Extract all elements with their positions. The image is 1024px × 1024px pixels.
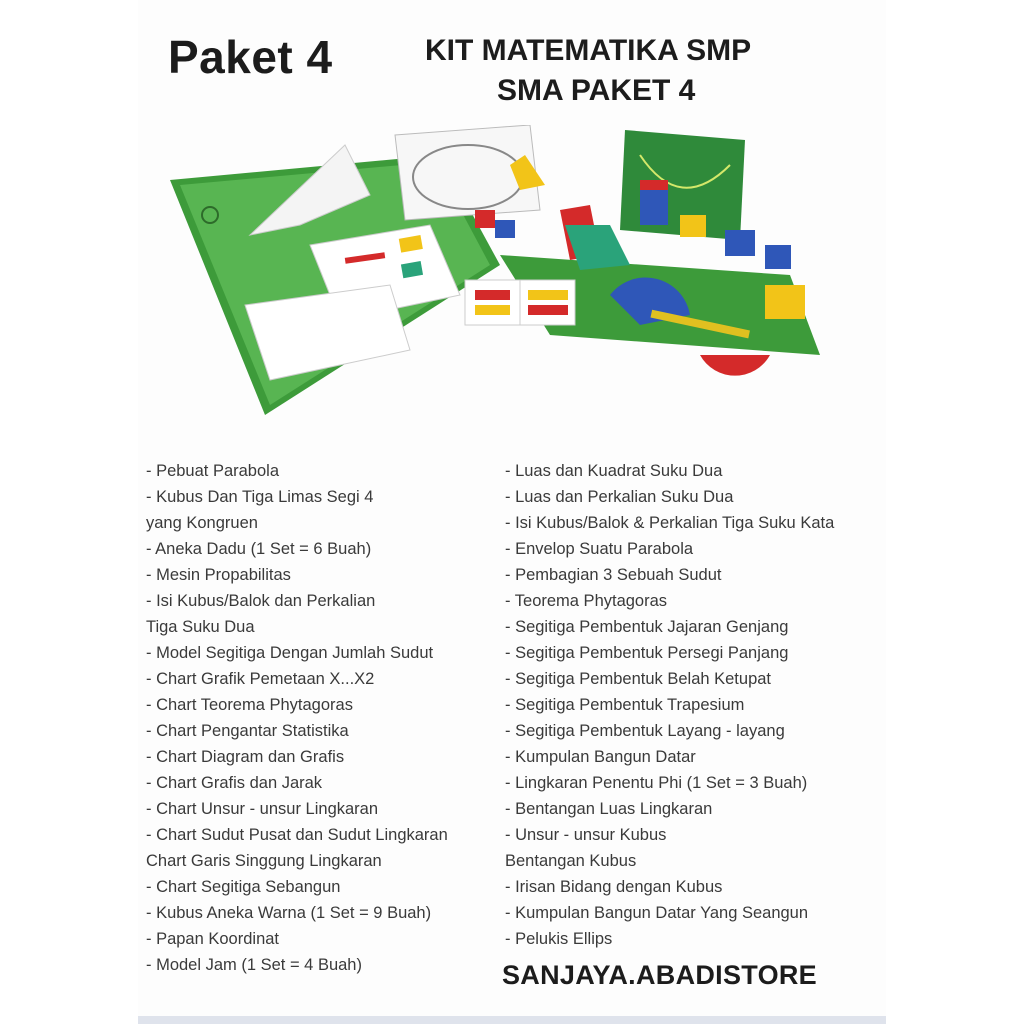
item-list-left (146, 458, 448, 978)
red-semicircle (700, 355, 770, 376)
kit-title-line-1: KIT MATEMATIKA SMP (425, 34, 752, 67)
list-item: - Chart Segitiga Sebangun (146, 878, 341, 896)
list-item: - Chart Grafis dan Jarak (146, 774, 323, 792)
list-item: - Segitiga Pembentuk Jajaran Genjang (505, 618, 789, 636)
list-item: Chart Garis Singgung Lingkaran (146, 852, 382, 870)
list-item: - Chart Teorema Phytagoras (146, 696, 353, 714)
list-item: - Chart Sudut Pusat dan Sudut Lingkaran (146, 826, 448, 844)
list-item: Tiga Suku Dua (146, 618, 255, 636)
list-item: - Bentangan Luas Lingkaran (505, 800, 713, 818)
paket-label: Paket 4 (168, 31, 333, 83)
list-item: - Pelukis Ellips (505, 930, 613, 948)
math-kit-photo (170, 125, 830, 420)
list-item: - Chart Grafik Pemetaan X...X2 (146, 670, 375, 688)
list-item: - Kubus Aneka Warna (1 Set = 9 Buah) (146, 904, 432, 922)
list-item: - Isi Kubus/Balok dan Perkalian (146, 592, 376, 610)
list-item: - Lingkaran Penentu Phi (1 Set = 3 Buah) (505, 774, 808, 792)
color-card-2 (520, 280, 575, 325)
list-item: - Luas dan Kuadrat Suku Dua (505, 462, 723, 480)
list-item: - Luas dan Perkalian Suku Dua (505, 488, 734, 506)
list-item: - Chart Diagram dan Grafis (146, 748, 345, 766)
list-item: - Pebuat Parabola (146, 462, 280, 480)
list-item: - Teorema Phytagoras (505, 592, 668, 610)
list-item: - Segitiga Pembentuk Trapesium (505, 696, 745, 714)
list-item: - Chart Pengantar Statistika (146, 722, 349, 740)
list-item: - Segitiga Pembentuk Persegi Panjang (505, 644, 789, 662)
list-item: - Irisan Bidang dengan Kubus (505, 878, 723, 896)
list-item: - Kubus Dan Tiga Limas Segi 4 (146, 488, 374, 506)
item-list-right (505, 458, 834, 952)
list-item: - Segitiga Pembentuk Layang - layang (505, 722, 785, 740)
list-item: - Kumpulan Bangun Datar (505, 748, 696, 766)
kit-title-line-2: SMA PAKET 4 (497, 74, 696, 107)
list-item: - Model Segitiga Dengan Jumlah Sudut (146, 644, 434, 662)
store-name: SANJAYA.ABADISTORE (502, 960, 817, 990)
list-item: - Mesin Propabilitas (146, 566, 291, 584)
list-item: - Pembagian 3 Sebuah Sudut (505, 566, 722, 584)
sheet-bottom-border (138, 1016, 886, 1024)
list-item: - Aneka Dadu (1 Set = 6 Buah) (146, 540, 372, 558)
list-item: - Segitiga Pembentuk Belah Ketupat (505, 670, 772, 688)
list-item: - Unsur - unsur Kubus (505, 826, 667, 844)
list-item: - Isi Kubus/Balok & Perkalian Tiga Suku Kata (505, 514, 835, 532)
list-item: - Chart Unsur - unsur Lingkaran (146, 800, 379, 818)
list-item: Bentangan Kubus (505, 852, 637, 870)
list-item: - Papan Koordinat (146, 930, 280, 948)
list-item: yang Kongruen (146, 514, 258, 532)
color-card-1 (465, 280, 520, 325)
list-item: - Kumpulan Bangun Datar Yang Seangun (505, 904, 809, 922)
list-item: - Envelop Suatu Parabola (505, 540, 694, 558)
list-item: - Model Jam (1 Set = 4 Buah) (146, 956, 362, 974)
